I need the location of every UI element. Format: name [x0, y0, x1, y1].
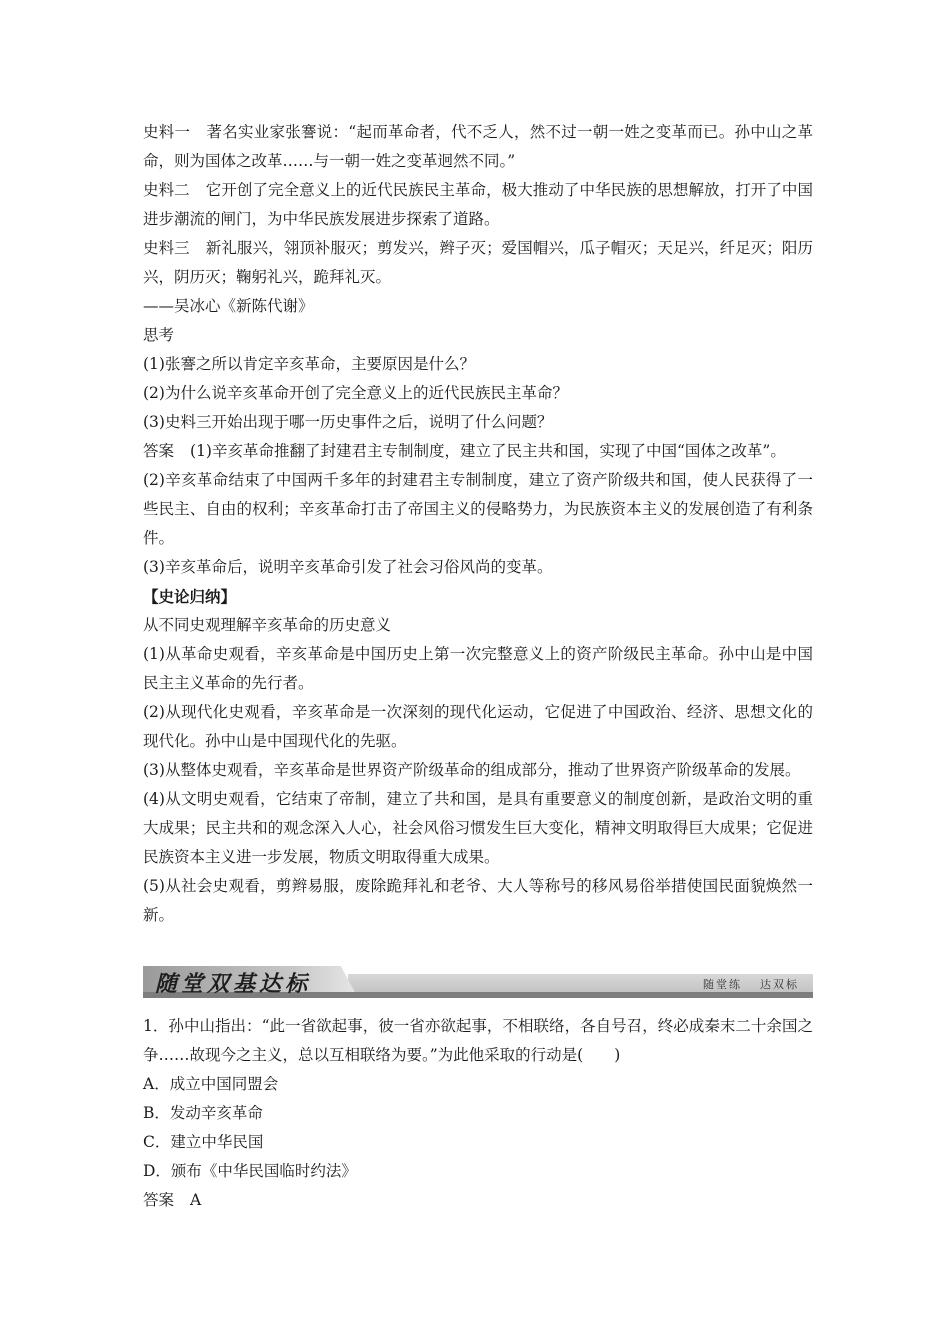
banner-subtitle: [685, 976, 799, 992]
material-two: [143, 176, 813, 234]
summary-subtitle: 从不同史观理解辛亥革命的历史意义: [143, 616, 392, 634]
summary-point-5: (5)从社会史观看，剪辫易服，废除跪拜礼和老爷、大人等称号的移风易俗举措使国民面貌焕然一新。: [143, 877, 813, 924]
material-one: [143, 118, 813, 176]
section-banner: [143, 966, 813, 998]
quiz-answer: [143, 1186, 813, 1215]
think-question-3: (3)史料三开始出现于哪一历史事件之后，说明了什么问题？: [143, 413, 553, 431]
quiz-section: [143, 1012, 813, 1215]
material-label: 史料三: [143, 239, 190, 257]
think-question-2: (2)为什么说辛亥革命开创了完全意义上的近代民族民主革命？: [143, 384, 568, 402]
material-label: 史料一: [143, 123, 191, 141]
answer-text: (1)辛亥革命推翻了封建君主专制制度，建立了民主共和国，实现了中国“国体之改革”。: [190, 442, 786, 460]
material-label: 史料二: [143, 181, 190, 199]
quiz-answer-value: A: [190, 1191, 202, 1209]
banner-title: 随堂双基达标: [155, 971, 312, 997]
answer-2: (2)辛亥革命结束了中国两千多年的封建君主专制制度，建立了资产阶级共和国，使人民获得了一些民主、自由的权利；辛亥革命打击了帝国主义的侵略势力，为民族资本主义的发展创造了有利条件。: [143, 471, 813, 547]
material-text: 它开创了完全意义上的近代民族民主革命，极大推动了中华民族的思想解放，打开了中国进步潮流的闸门，为中华民族发展进步探索了道路。: [143, 181, 813, 228]
summary-point-2: (2)从现代化史观看，辛亥革命是一次深刻的现代化运动，它促进了中国政治、经济、思想文化的现代化。孙中山是中国现代化的先驱。: [143, 703, 813, 750]
quiz-option-c: C．建立中华民国: [143, 1133, 264, 1151]
material-three: [143, 234, 813, 292]
banner-sub-1: 随堂练: [703, 978, 742, 991]
quiz-answer-label: 答案: [143, 1191, 175, 1209]
quiz-option-b: B．发动辛亥革命: [143, 1104, 263, 1122]
material-text: 新礼服兴，翎顶补服灭；剪发兴，辫子灭；爱国帽兴，瓜子帽灭；天足兴，纤足灭；阳历兴，阴历灭；鞠躬礼兴，跪拜礼灭。: [143, 239, 813, 286]
summary-point-3: (3)从整体史观看，辛亥革命是世界资产阶级革命的组成部分，推动了世界资产阶级革命的发展。: [143, 761, 801, 779]
summary-heading: 【史论归纳】: [143, 587, 237, 606]
answer-1: [143, 437, 813, 466]
quiz-question: 1．孙中山指出：“此一省欲起事，彼一省亦欲起事，不相联络，各自号召，终必成秦末二十余国之争……故现今之主义，总以互相联络为要。”为此他采取的行动是( ): [143, 1017, 813, 1064]
quiz-option-a: A．成立中国同盟会: [143, 1075, 279, 1093]
material-text: 著名实业家张謇说：“起而革命者，代不乏人，然不过一朝一姓之变革而已。孙中山之革命，则为国体之改革……与一朝一姓之变革迥然不同。”: [143, 123, 813, 170]
main-content: [143, 118, 813, 930]
answer-3: (3)辛亥革命后，说明辛亥革命引发了社会习俗风尚的变革。: [143, 558, 553, 576]
summary-point-4: (4)从文明史观看，它结束了帝制，建立了共和国，是具有重要意义的制度创新，是政治文明的重大成果；民主共和的观念深入人心，社会风俗习惯发生巨大变化，精神文明取得巨大成果；它促进民族资本主义进一步发展，物质文明取得重大成果。: [143, 790, 813, 866]
think-heading: 思考: [143, 326, 175, 344]
banner-sub-2: 达双标: [760, 978, 799, 991]
material-source: ——吴冰心《新陈代谢》: [143, 297, 314, 315]
quiz-option-d: D．颁布《中华民国临时约法》: [143, 1162, 357, 1180]
summary-point-1: (1)从革命史观看，辛亥革命是中国历史上第一次完整意义上的资产阶级民主革命。孙中山是中国民主主义革命的先行者。: [143, 645, 813, 692]
answer-label: 答案: [143, 442, 175, 460]
think-question-1: (1)张謇之所以肯定辛亥革命，主要原因是什么？: [143, 355, 475, 373]
